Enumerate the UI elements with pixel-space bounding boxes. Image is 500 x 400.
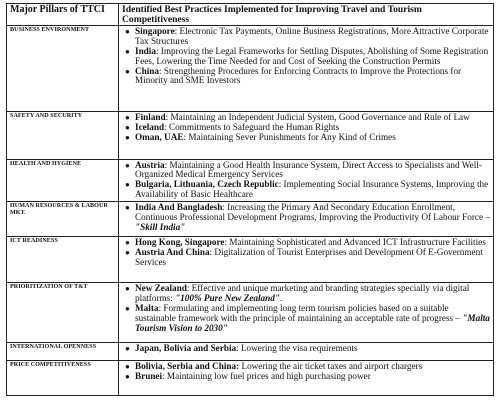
practices-cell bbox=[119, 201, 494, 236]
practices-cell bbox=[119, 26, 494, 112]
table-header-row bbox=[7, 4, 494, 26]
list-item bbox=[122, 372, 490, 382]
practice-text: : Maintaining Sever Punishments for Any Kind of Crimes bbox=[183, 131, 396, 142]
practice-list bbox=[122, 344, 490, 354]
bullet-icon: ● bbox=[125, 66, 130, 76]
bullet-icon: ● bbox=[125, 113, 130, 123]
country-name: Hong Kong, Singapore bbox=[135, 237, 225, 248]
bullet-icon: ● bbox=[125, 304, 130, 314]
best-practices-table bbox=[6, 3, 494, 396]
practice-text: : Formulating and implementing long term tourism policies based on a suitable sustainable framework with the principle of maintaining an acceptable rate of progress – bbox=[135, 303, 463, 323]
country-name: Bulgaria, Lithuania, Czech Republic bbox=[135, 179, 279, 190]
country-name: Oman, UAE bbox=[135, 131, 184, 142]
practice-text: : Electronic Tax Payments, Online Business Registrations, More Attractive Corporate Tax Structures bbox=[135, 26, 489, 47]
bullet-icon: ● bbox=[125, 47, 130, 56]
list-item bbox=[122, 344, 490, 354]
practice-text: : Maintaining a Good Health Insurance System, Direct Access to Specialists and Well-Organized Medical Emergency Services bbox=[135, 159, 482, 180]
bullet-icon: ● bbox=[125, 122, 130, 132]
list-item bbox=[122, 248, 490, 268]
pillar-label: PRIORITIZATION OF T&T bbox=[7, 283, 119, 343]
slogan-quote: "100% Pure New Zealand" bbox=[175, 293, 280, 304]
country-name: Austria bbox=[135, 159, 165, 170]
bullet-icon: ● bbox=[125, 238, 130, 248]
list-item bbox=[122, 203, 490, 232]
bullet-icon: ● bbox=[125, 160, 130, 170]
practices-cell bbox=[119, 112, 494, 159]
practice-list bbox=[122, 113, 490, 142]
pillar-label: HEALTH AND HYGIENE bbox=[7, 159, 119, 201]
country-name: India And Bangladesh bbox=[135, 201, 223, 212]
practices-cell bbox=[119, 159, 494, 201]
practices-cell bbox=[119, 237, 494, 283]
pillar-label: HUMAN RESOURCES & LABOUR MKT. bbox=[7, 201, 119, 236]
practice-text: Lowering the air ticket taxes and airport chargers bbox=[239, 360, 423, 371]
country-name: Iceland bbox=[135, 121, 165, 132]
country-name: Austria And China bbox=[135, 246, 210, 257]
country-name: New Zealand bbox=[135, 283, 187, 294]
table-row bbox=[7, 201, 494, 236]
country-name: Japan, Bolivia and Serbia bbox=[135, 343, 237, 354]
header-pillars: Major Pillars of TTCI bbox=[7, 4, 119, 26]
bullet-icon: ● bbox=[125, 180, 130, 190]
practice-text: : Lowering the visa requirements bbox=[236, 343, 358, 354]
list-item bbox=[122, 67, 490, 87]
table-row bbox=[7, 283, 494, 343]
practice-text: : Maintaining an Independent Judicial System, Good Governance and Rule of Law bbox=[165, 112, 470, 123]
bullet-icon: ● bbox=[125, 132, 130, 142]
pillar-label: BUSINESS ENVIRONMENT bbox=[7, 26, 119, 112]
practice-text: : Commitments to Safeguard the Human Rights bbox=[164, 121, 340, 132]
slogan-quote: "Skill India" bbox=[135, 221, 186, 232]
table-row bbox=[7, 26, 494, 112]
list-item bbox=[122, 27, 490, 47]
pillar-label: PRICE COMPETITIVENESS bbox=[7, 360, 119, 395]
country-name: Brunei bbox=[135, 370, 163, 381]
practice-list bbox=[122, 27, 490, 86]
practice-text: : Increasing the Primary And Secondary Education Enrollment, Continuous Professional Development Programs, Improving the Productivity Of Labour Force – bbox=[135, 201, 490, 222]
practice-list bbox=[122, 284, 490, 333]
country-name: Finland bbox=[135, 112, 166, 123]
country-name: Malta bbox=[135, 303, 159, 314]
list-item bbox=[122, 180, 490, 200]
practice-text: : Improving the Legal Frameworks for Settling Disputes, Abolishing of Some Registration Fees, Lowering the Time Needed for and Cost of Seeking the Construction Permits bbox=[135, 46, 489, 66]
practices-cell bbox=[119, 343, 494, 361]
bullet-icon: ● bbox=[125, 361, 130, 371]
bullet-icon: ● bbox=[125, 371, 130, 381]
table-row bbox=[7, 159, 494, 201]
table-row bbox=[7, 343, 494, 361]
practice-text: : Effective and unique marketing and branding strategies specially via digital platforms: bbox=[135, 283, 470, 304]
practice-list bbox=[122, 362, 490, 382]
list-item bbox=[122, 304, 490, 333]
pillar-label: SAFETY AND SECURITY bbox=[7, 112, 119, 159]
list-item bbox=[122, 161, 490, 181]
practices-cell bbox=[119, 360, 494, 395]
header-best-practices: Identified Best Practices Implemented for Improving Travel and Tourism Competitiveness bbox=[119, 4, 494, 26]
list-item bbox=[122, 133, 490, 143]
table-body bbox=[7, 26, 494, 396]
practice-text: : Digitalization of Tourist Enterprises and Development Of E-Government Services bbox=[135, 246, 483, 267]
bullet-icon: ● bbox=[125, 284, 130, 294]
practice-text-end: . bbox=[279, 293, 283, 304]
practice-list bbox=[122, 203, 490, 232]
bullet-icon: ● bbox=[125, 202, 130, 212]
practice-text: : Maintaining low fuel prices and high purchasing power bbox=[162, 370, 371, 381]
practice-text: : Maintaining Sophisticated and Advanced ICT Infrastructure Facilities bbox=[224, 237, 486, 248]
bullet-icon: ● bbox=[125, 247, 130, 257]
table-row bbox=[7, 237, 494, 283]
country-name: India bbox=[135, 46, 156, 56]
table-row bbox=[7, 360, 494, 395]
practice-list bbox=[122, 238, 490, 267]
bullet-icon: ● bbox=[125, 344, 130, 354]
table-row bbox=[7, 112, 494, 159]
slogan-quote: "Malta Tourism Vision to 2030" bbox=[135, 312, 490, 333]
country-name: Bolivia, Serbia and China: bbox=[135, 360, 240, 371]
practices-cell bbox=[119, 283, 494, 343]
list-item bbox=[122, 47, 490, 67]
country-name: China bbox=[135, 65, 160, 76]
pillar-label: ICT READINESS bbox=[7, 237, 119, 283]
practice-list bbox=[122, 161, 490, 200]
practice-text: : Strengthening Procedures for Enforcing Contracts to Improve the Protections for Minority and SME Investors bbox=[135, 65, 462, 86]
country-name: Singapore bbox=[135, 26, 175, 37]
bullet-icon: ● bbox=[125, 27, 130, 37]
practice-text: : Implementing Social Insurance Systems, Improving the Availability of Basic Healthcare bbox=[135, 179, 489, 199]
pillar-label: INTERNATIONAL OPENNESS bbox=[7, 343, 119, 361]
list-item bbox=[122, 284, 490, 304]
